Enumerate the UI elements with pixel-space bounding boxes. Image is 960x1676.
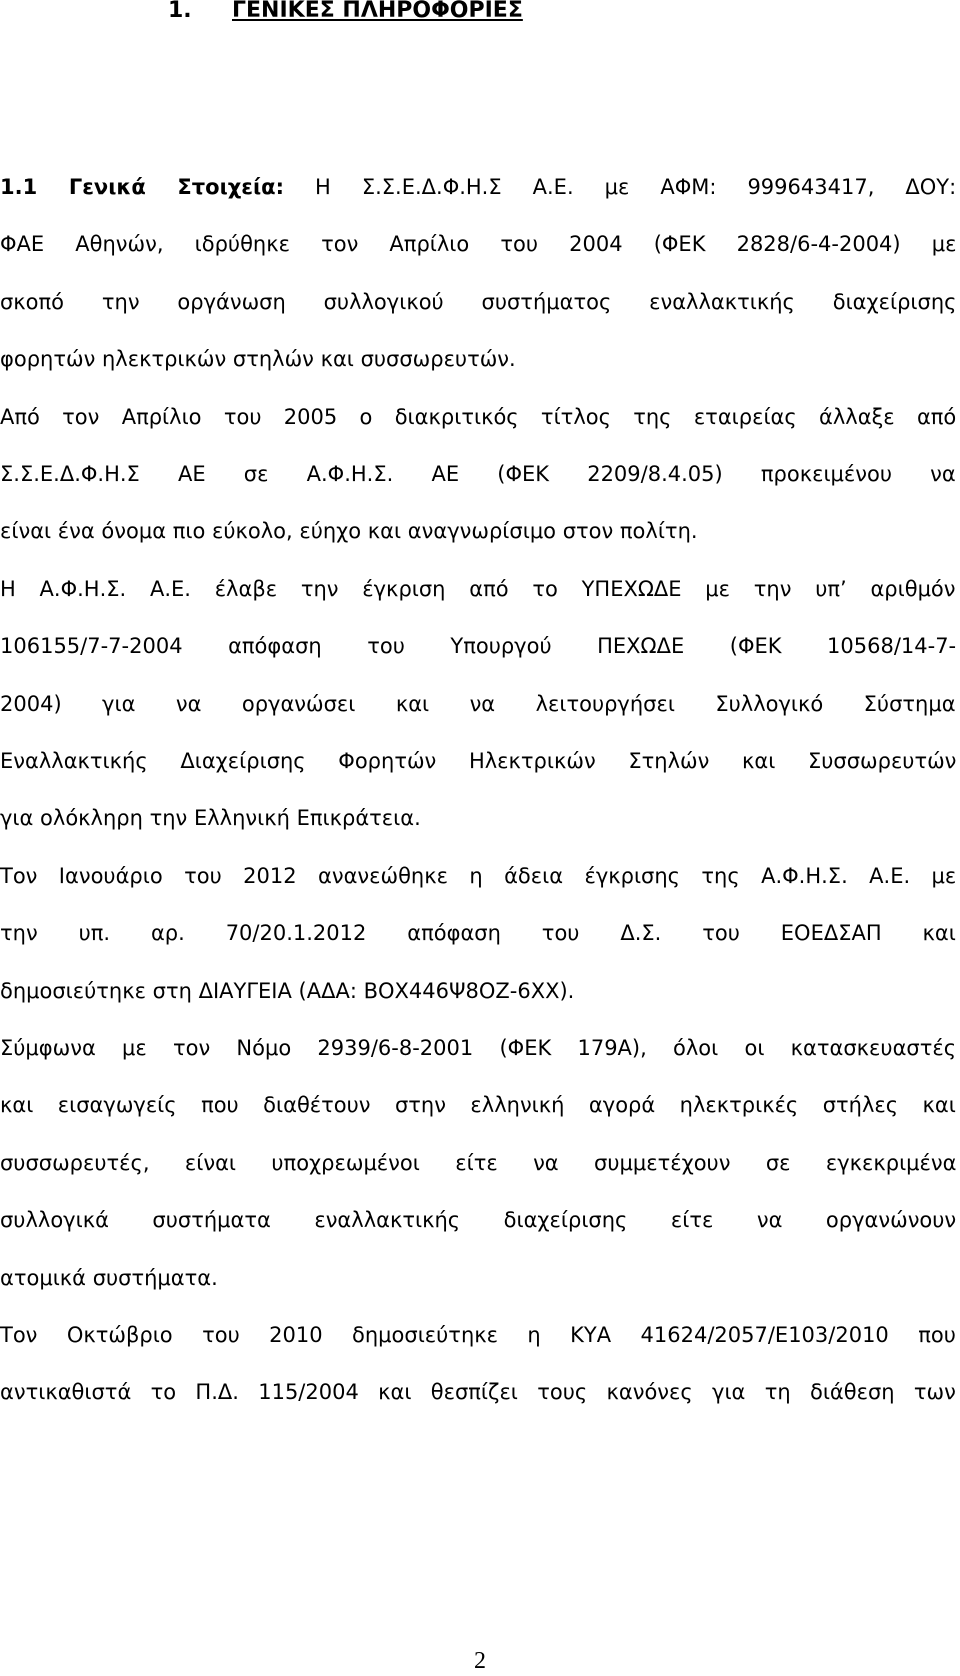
- text-line: [0, 916, 960, 950]
- text-line: [0, 744, 960, 778]
- section-heading-number: 1.: [168, 0, 192, 23]
- text-line: [0, 801, 960, 835]
- paragraph-3-line-5: για ολόκληρη την Ελληνική Επικράτεια.: [0, 806, 421, 830]
- paragraph-6-line-1: Τον Οκτώβριο του 2010 δημοσιεύτηκε η ΚΥΑ 41624/2057/Ε103/2010 που: [0, 1323, 956, 1347]
- page-number: 2: [474, 1648, 486, 1674]
- paragraph-4-line-3: δημοσιεύτηκε στη ΔΙΑΥΓΕΙΑ (ΑΔΑ: ΒΟΧ446Ψ8ΟΖ-6ΧΧ).: [0, 979, 575, 1003]
- text-line: [0, 285, 960, 319]
- paragraph-2-line-3: είναι ένα όνομα πιο εύκολο, εύηχο και αναγνωρίσιμο στον πολίτη.: [0, 519, 698, 543]
- text-line: [0, 170, 960, 204]
- text-line: [0, 1031, 960, 1065]
- text-line: [0, 1375, 960, 1409]
- text-line: [0, 342, 960, 376]
- text-line: [0, 859, 960, 893]
- text-line: [0, 1261, 960, 1295]
- text-line: [0, 457, 960, 491]
- text-line: [0, 227, 960, 261]
- paragraph-4-line-2: την υπ. αρ. 70/20.1.2012 απόφαση του Δ.Σ. του ΕΟΕΔΣΑΠ και: [0, 921, 956, 945]
- paragraph-5-line-3: συσσωρευτές, είναι υποχρεωμένοι είτε να συμμετέχουν σε εγκεκριμένα: [0, 1151, 957, 1175]
- section-heading-title: ΓΕΝΙΚΕΣ ΠΛΗΡΟΦΟΡΙΕΣ: [232, 0, 523, 23]
- text-line: [0, 1146, 960, 1180]
- text-line: [0, 1088, 960, 1122]
- text-line: [0, 572, 960, 606]
- paragraph-2-line-1: Από τον Απρίλιο του 2005 ο διακριτικός τίτλος της εταιρείας άλλαξε από: [0, 405, 957, 429]
- text-line: [0, 687, 960, 721]
- text-line: [0, 1203, 960, 1237]
- text-line: [0, 400, 960, 434]
- section-1-1-line-4: φορητών ηλεκτρικών στηλών και συσσωρευτών.: [0, 347, 516, 371]
- paragraph-4-line-1: Τον Ιανουάριο του 2012 ανανεώθηκε η άδεια έγκρισης της Α.Φ.Η.Σ. Α.Ε. με: [0, 864, 957, 888]
- paragraph-6-line-2: αντικαθιστά το Π.Δ. 115/2004 και θεσπίζει τους κανόνες για τη διάθεση των: [0, 1380, 956, 1404]
- paragraph-5-line-4: συλλογικά συστήματα εναλλακτικής διαχείρισης είτε να οργανώνουν: [0, 1208, 957, 1232]
- section-heading: [168, 0, 523, 28]
- text-line: [0, 514, 960, 548]
- section-1-1-line-3: σκοπό την οργάνωση συλλογικού συστήματος εναλλακτικής διαχείρισης: [0, 290, 957, 314]
- text-line: [0, 974, 960, 1008]
- paragraph-3-line-2: 106155/7-7-2004 απόφαση του Υπουργού ΠΕΧΩΔΕ (ΦΕΚ 10568/14-7-: [0, 634, 957, 658]
- paragraph-5-line-2: και εισαγωγείς που διαθέτουν στην ελληνική αγορά ηλεκτρικές στήλες και: [0, 1093, 956, 1117]
- paragraph-3-line-4: Εναλλακτικής Διαχείρισης Φορητών Ηλεκτρικών Στηλών και Συσσωρευτών: [0, 749, 957, 773]
- text-line: [0, 1318, 960, 1352]
- paragraph-3-line-1: Η Α.Φ.Η.Σ. Α.Ε. έλαβε την έγκριση από το ΥΠΕΧΩΔΕ με την υπ’ αριθμόν: [0, 577, 956, 601]
- paragraph-2-line-2: Σ.Σ.Ε.Δ.Φ.Η.Σ ΑΕ σε Α.Φ.Η.Σ. ΑΕ (ΦΕΚ 2209/8.4.05) προκειμένου να: [0, 462, 956, 486]
- paragraph-3-line-3: 2004) για να οργανώσει και να λειτουργήσει Συλλογικό Σύστημα: [0, 692, 956, 716]
- paragraph-5-line-5: ατομικά συστήματα.: [0, 1266, 218, 1290]
- section-1-1-line-2: ΦΑΕ Αθηνών, ιδρύθηκε τον Απρίλιο του 2004 (ΦΕΚ 2828/6-4-2004) με: [0, 232, 957, 256]
- section-1-1-line-1: [0, 170, 956, 204]
- paragraph-5-line-1: Σύμφωνα με τον Νόμο 2939/6-8-2001 (ΦΕΚ 179Α), όλοι οι κατασκευαστές: [0, 1036, 957, 1060]
- section-1-1-label: 1.1 Γενικά Στοιχεία:: [0, 175, 284, 199]
- section-1-1-line-1-text: Η Σ.Σ.Ε.Δ.Φ.Η.Σ Α.Ε. με ΑΦΜ: 999643417, ΔΟΥ:: [315, 175, 957, 199]
- text-line: [0, 629, 960, 663]
